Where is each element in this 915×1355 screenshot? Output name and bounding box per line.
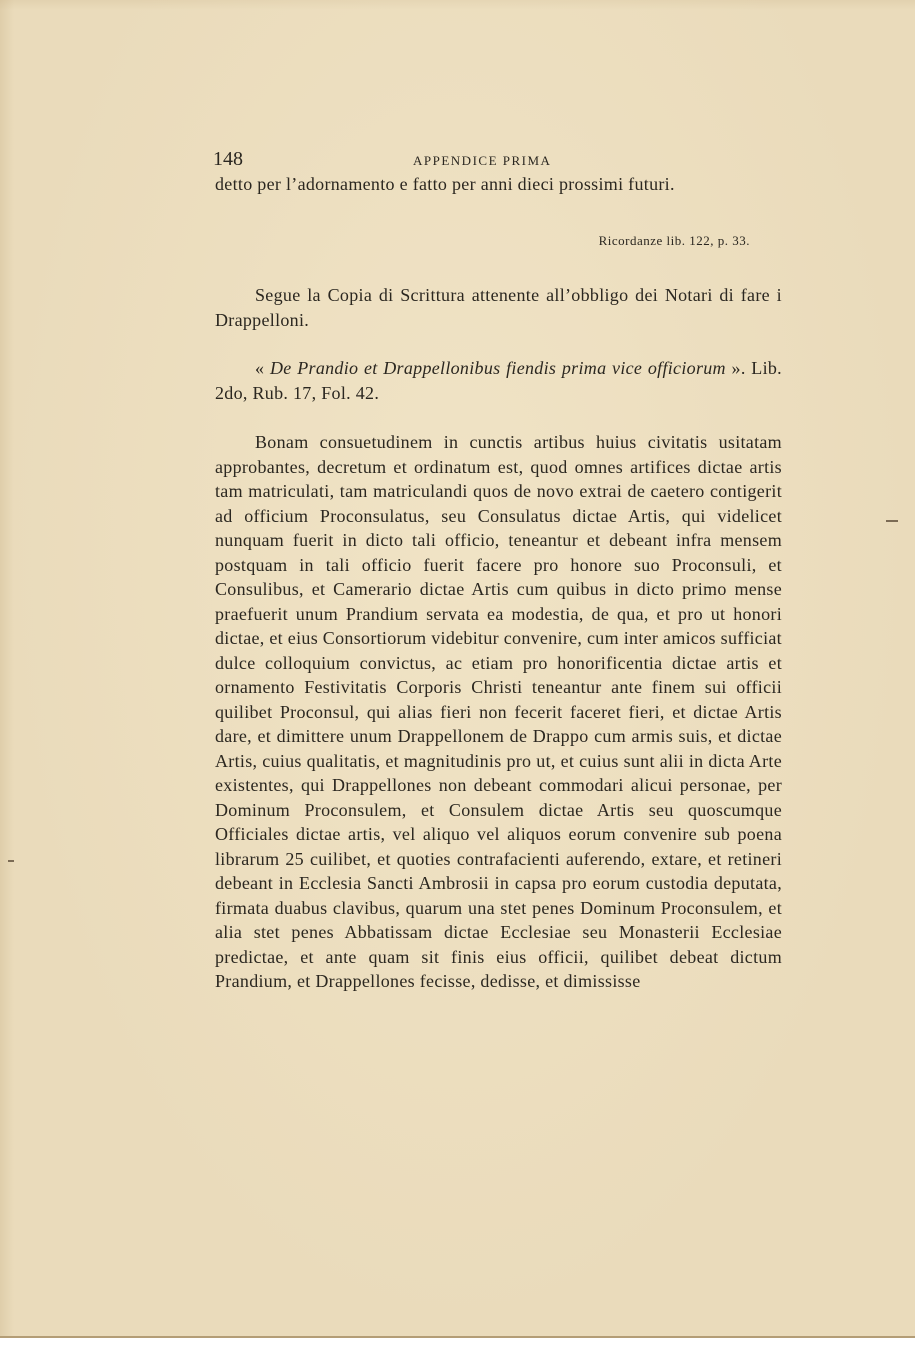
citation-open-quote: «: [255, 358, 270, 378]
citation-latin-title: De Prandio et Drappellonibus fiendis prima vice officiorum: [269, 358, 726, 378]
page-number: 148: [213, 148, 243, 170]
intro-paragraph: detto per l’adornamento e fatto per anni dieci prossimi futuri.: [215, 174, 675, 194]
archival-reference: Ricordanze lib. 122, p. 33.: [598, 233, 750, 248]
latin-body-text: Bonam consuetudinem in cunctis artibus huius civitatis usitatam approbantes, decretum et ordinatum est, quod omnes artifices dictae artis tam matriculati, tam matriculandi quos de novo extrai de caetero contigerit ad officium Proconsulatus, seu Consulatus dictae Artis, qui videlicet nunquam fuerit in dicto tali officio, teneantur et debeant infra mensem postquam in tali officio fuerit facere pro honore suo Proconsuli, et Consulibus, et Camerario dictae Artis cum quibus in dicto primo mense praefuerit unum Prandium servata ea modestia, de qua, et pro ut honori dictae, et eius Consortiorum videbitur convenire, cum inter amicos sufficiat dulce colloquium convictus, ac etiam pro honorificentia dictae artis et ornamento Festivitatis Corporis Christi teneantur ante finem sui officii quilibet Proconsul, qui alias fieri non fecerit faceret fieri, et dictae Artis dare, et dimittere unum Drappellonem de Drappo cum armis suis, et dictae Artis, cuius qualitatis, et magnitudinis pro ut, et cuius sunt alii in dicta Arte existentes, qui Drappellones non debeant commodari alicui personae, per Dominum Proconsulem, et Consulem dictae Artis seu quoscumque Officiales dictae artis, vel aliquo vel aliquos eorum convenire sub poena librarum 25 cuilibet, et quoties contrafacienti auferendo, extare, et retineri debeant in Ecclesia Sancti Ambrosii in capsa pro eorum custodia deputata, firmata duabus clavibus, quarum una stet penes Dominum Proconsulem, et alia stet penes Abbatissam dictae Ecclesiae seu Monasterii Ecclesiae predictae, et ante quam sit finis eius officii, quilibet debeat dictum Prandium, et Drappellones fecisse, dedisse, et dimississe: [215, 432, 782, 991]
note-paragraph: Segue la Copia di Scrittura attenente all’obbligo dei Notari di fare i Drappelloni.: [215, 285, 782, 330]
margin-mark: [8, 860, 14, 862]
citation-source: Lib. 2do, Rub. 17, Fol. 42.: [215, 358, 782, 403]
latin-citation: [215, 356, 782, 405]
margin-mark: [886, 520, 898, 522]
citation-close-quote: ».: [725, 358, 746, 378]
running-title: APPENDICE PRIMA: [413, 153, 552, 168]
